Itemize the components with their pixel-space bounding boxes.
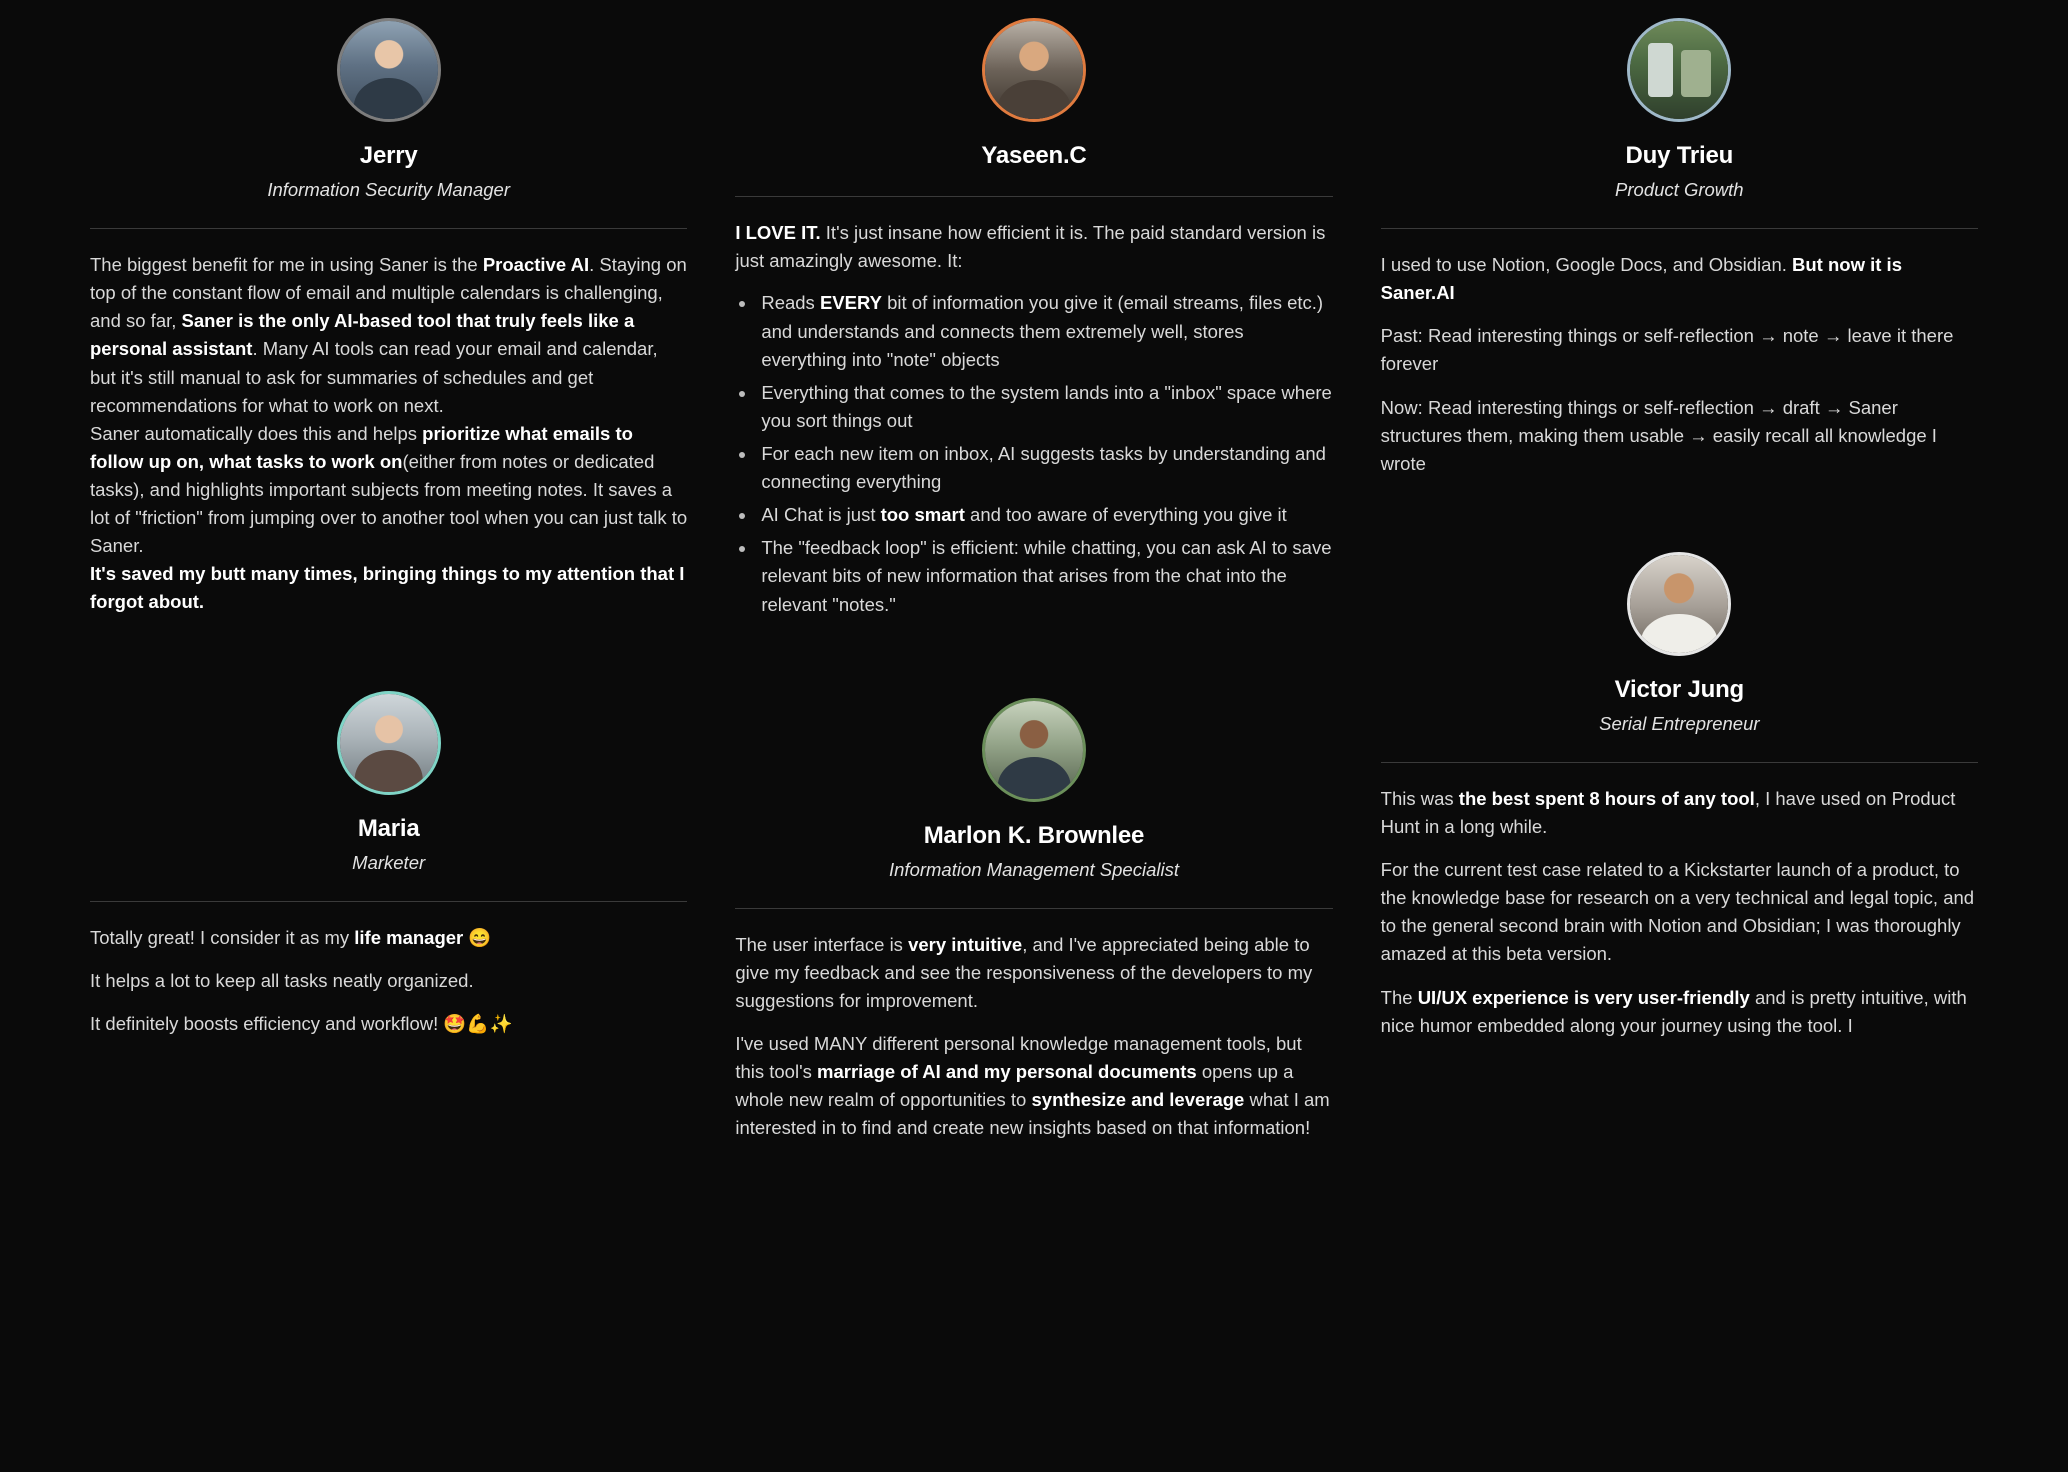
testimonial-name: Duy Trieu: [1625, 142, 1734, 169]
testimonial-column-1: [90, 18, 687, 1038]
testimonial-role: Information Security Manager: [267, 179, 510, 201]
testimonial-paragraph: It helps a lot to keep all tasks neatly organized.: [90, 969, 474, 991]
testimonial-body: [90, 251, 687, 616]
avatar-jerry: [337, 18, 441, 122]
testimonial-paragraph: Now: Read interesting things or self-reflection → draft → Saner structures them, making them usable → easily recall all knowledge I wrote: [1380, 396, 1937, 474]
testimonial-role: Serial Entrepreneur: [1599, 713, 1760, 735]
testimonial-paragraph: I've used MANY different personal knowledge management tools, but this tool's marriage of AI and my personal documents opens up a whole new realm of opportunities to synthesize and leverage what I am interested in to find and create new insights based on that information!: [735, 1033, 1330, 1139]
testimonial-body: [735, 931, 1332, 1143]
testimonial-paragraph: Totally great! I consider it as my life manager 😄: [90, 926, 492, 948]
testimonial-name: Maria: [357, 814, 420, 842]
testimonial-body: [1381, 251, 1978, 478]
testimonial-paragraph: Saner automatically does this and helps prioritize what emails to follow up on, what tasks to work on(either from notes or dedicated tasks), and highlights important subjects from meeting notes. It saves a lot of "friction" from jumping over to another tool when you can just talk to Saner.: [90, 422, 688, 557]
testimonial-bullet-list: [735, 289, 1332, 618]
testimonial-card-marlon: [735, 698, 1332, 1143]
testimonial-role: Marketer: [352, 851, 426, 873]
testimonial-role: Information Management Specialist: [889, 858, 1179, 880]
avatar-wrap: [90, 691, 687, 795]
divider: [735, 196, 1332, 197]
avatar-marlon: [982, 698, 1086, 802]
testimonial-paragraph: It's saved my butt many times, bringing things to my attention that I forgot about.: [90, 563, 685, 613]
testimonial-name: Jerry: [359, 142, 418, 169]
testimonial-name: Victor Jung: [1614, 675, 1745, 703]
testimonial-column-2: [735, 18, 1332, 1142]
list-item: • AI Chat is just too smart and too aware of everything you give it: [757, 501, 1332, 529]
testimonial-paragraph: It definitely boosts efficiency and workflow! 🤩💪✨: [90, 1012, 513, 1034]
divider: [1381, 762, 1978, 763]
testimonial-paragraph: This was the best spent 8 hours of any tool, I have used on Product Hunt in a long while.: [1380, 787, 1956, 838]
avatar-duy: [1627, 18, 1731, 122]
avatar-wrap: [735, 698, 1332, 802]
testimonial-body: [90, 924, 687, 1038]
avatar-wrap: [1381, 552, 1978, 656]
testimonial-body: [735, 219, 1332, 623]
avatar-wrap: [1381, 18, 1978, 122]
testimonial-paragraph: The UI/UX experience is very user-friendly and is pretty intuitive, with nice humor embedded along your journey using the tool. I: [1380, 986, 1967, 1036]
testimonial-card-duy: [1381, 18, 1978, 478]
avatar-victor: [1627, 552, 1731, 656]
testimonial-paragraph: The biggest benefit for me in using Saner is the Proactive AI. Staying on top of the constant flow of email and multiple calendars is challenging, and so far, Saner is the only AI-based tool that truly feels like a personal assistant. Many AI tools can read your email and calendar, but it's still manual to ask for summaries of schedules and get recommendations for what to work on next.: [90, 254, 687, 416]
testimonial-card-victor: [1381, 552, 1978, 1040]
testimonial-body: [1381, 785, 1978, 1040]
testimonial-paragraph: I used to use Notion, Google Docs, and Obsidian. But now it is Saner.AI: [1380, 254, 1902, 304]
testimonial-paragraph: For the current test case related to a Kickstarter launch of a product, to the knowledge base for research on a very technical and legal topic, and to the general second brain with Notion and Obsidian; I was thoroughly amazed at this beta version.: [1380, 859, 1975, 965]
divider: [90, 228, 687, 229]
list-item: • Everything that comes to the system lands into a "inbox" space where you sort things out: [757, 379, 1332, 435]
avatar-wrap: [735, 18, 1332, 122]
list-item: • Reads EVERY bit of information you give it (email streams, files etc.) and understands and connects them extremely well, stores everything into "note" objects: [757, 289, 1332, 373]
list-item: • The "feedback loop" is efficient: while chatting, you can ask AI to save relevant bits of new information that arises from the chat into the relevant "notes.": [757, 534, 1332, 618]
avatar-maria: [337, 691, 441, 795]
testimonial-column-3: [1381, 18, 1978, 1040]
testimonial-card-yaseen: [735, 18, 1332, 624]
testimonial-name: Yaseen.C: [981, 142, 1087, 169]
testimonial-role: Product Growth: [1615, 179, 1744, 201]
testimonial-paragraph: Past: Read interesting things or self-reflection → note → leave it there forever: [1380, 325, 1954, 375]
testimonial-intro: I LOVE IT. It's just insane how efficient it is. The paid standard version is just amazingly awesome. It:: [735, 222, 1326, 272]
avatar-wrap: [90, 18, 687, 122]
divider: [1381, 228, 1978, 229]
divider: [735, 908, 1332, 909]
divider: [90, 901, 687, 902]
testimonial-name: Marlon K. Brownlee: [923, 821, 1145, 849]
testimonial-card-jerry: [90, 18, 687, 617]
testimonial-paragraph: The user interface is very intuitive, and I've appreciated being able to give my feedback and see the responsiveness of the developers to my suggestions for improvement.: [735, 933, 1313, 1011]
avatar-yaseen: [982, 18, 1086, 122]
list-item: • For each new item on inbox, AI suggests tasks by understanding and connecting everything: [757, 440, 1332, 496]
testimonial-card-maria: [90, 691, 687, 1038]
